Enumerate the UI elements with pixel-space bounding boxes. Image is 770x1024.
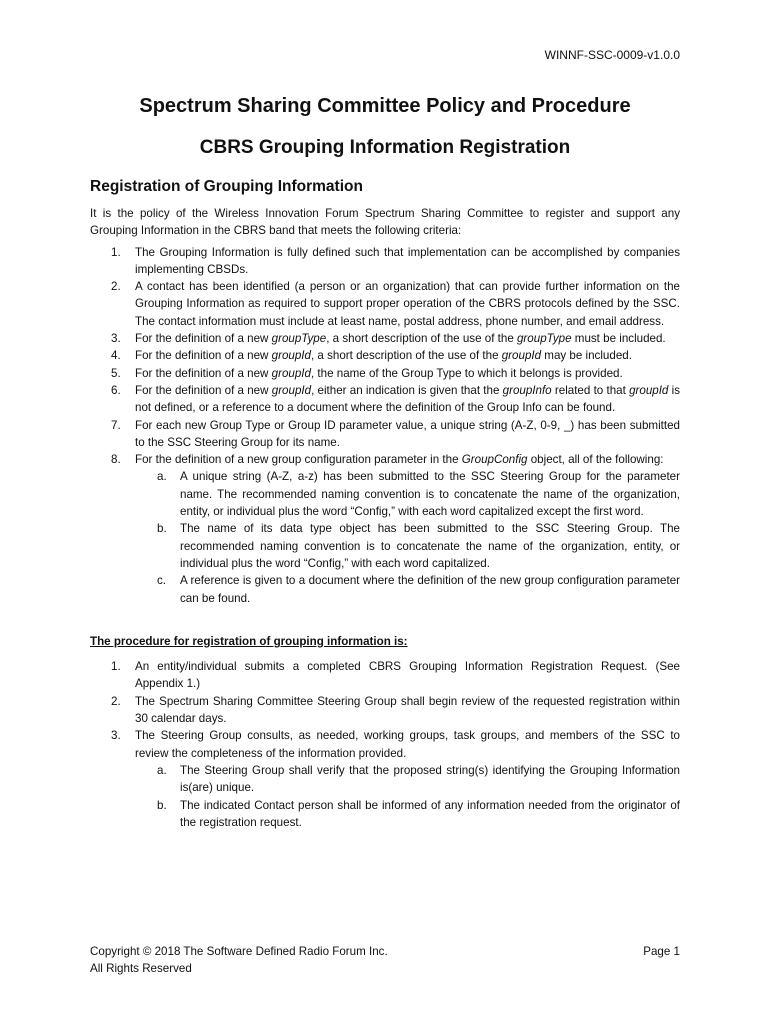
sub-step-letter: a. xyxy=(157,763,167,777)
procedure-step xyxy=(90,727,680,831)
item-text: , the name of the Group Type to which it belongs is provided. xyxy=(310,366,623,380)
item-text: For the definition of a new xyxy=(135,332,272,346)
criteria-item xyxy=(90,382,680,417)
criteria-item xyxy=(90,347,680,364)
procedure-list xyxy=(90,658,680,831)
item-text: must be included. xyxy=(571,332,666,346)
procedure-sub-step xyxy=(90,797,680,832)
sub-item-letter: c. xyxy=(157,574,167,588)
procedure-step xyxy=(90,693,680,728)
sub-item-text: The name of its data type object has been submitted to the SSC Steering Group. The recommended naming convention is to concatenate the name of the organization, entity, or individual plus the word “Config,” with each word capitalized. xyxy=(180,522,680,570)
item-number: 2. xyxy=(111,280,121,294)
item-number: 3. xyxy=(111,332,121,346)
footer-rights: All Rights Reserved xyxy=(90,962,192,976)
section-heading: Registration of Grouping Information xyxy=(90,178,363,195)
document-id: WINNF-SSC-0009-v1.0.0 xyxy=(544,48,680,62)
step-number: 2. xyxy=(111,694,121,708)
item-text: For the definition of a new group configuration parameter in the xyxy=(135,453,462,467)
item-text: A contact has been identified (a person or an organization) that can provide further information on the Grouping Information as required to support proper operation of the CBRS protocols defined by the SSC. The contact information must include at least name, postal address, phone number, and email address. xyxy=(135,280,680,328)
sub-item-text: A reference is given to a document where the definition of the new group configuration parameter can be found. xyxy=(180,574,680,605)
item-text: may be included. xyxy=(541,349,632,363)
sub-item-text: A unique string (A-Z, a-z) has been submitted to the SSC Steering Group for the parameter name. The recommended naming convention is to concatenate the name of the organization, entity, or individual plus the word “Config,” with each word capitalized except the first word. xyxy=(180,470,680,519)
item-number: 7. xyxy=(111,418,121,432)
sub-item-letter: b. xyxy=(157,522,167,536)
document-body xyxy=(90,177,680,831)
criteria-item xyxy=(90,417,680,452)
item-number: 6. xyxy=(111,383,121,397)
item-text: For the definition of a new xyxy=(135,349,272,363)
sub-step-text: The indicated Contact person shall be informed of any information needed from the originator of the registration request. xyxy=(180,798,680,829)
criteria-sub-item xyxy=(90,520,680,572)
page-number: Page 1 xyxy=(643,945,680,958)
item-text: , a short description of the use of the xyxy=(310,349,502,363)
procedure-sub-list xyxy=(135,762,680,831)
step-number: 3. xyxy=(111,729,121,743)
step-number: 1. xyxy=(111,660,121,674)
item-text: For the definition of a new xyxy=(135,383,272,397)
item-term: groupId xyxy=(271,349,311,363)
criteria-item xyxy=(90,278,680,330)
policy-intro: It is the policy of the Wireless Innovation Forum Spectrum Sharing Committee to register and support any Grouping Information in the CBRS band that meets the following criteria: xyxy=(90,207,680,238)
item-term: groupType xyxy=(516,332,572,346)
item-number: 4. xyxy=(111,349,121,363)
item-term: groupId xyxy=(501,349,542,363)
item-text: The Grouping Information is fully defined such that implementation can be accomplished by companies implementing CBSDs. xyxy=(135,245,680,276)
item-text: is not defined, or a reference to a document where the definition of the Group Info can be found. xyxy=(135,383,681,415)
document-subtitle: CBRS Grouping Information Registration xyxy=(199,137,571,158)
item-term: groupId xyxy=(271,383,312,397)
step-text: The Steering Group consults, as needed, working groups, task groups, and members of the SSC to review the completeness of the information provided. xyxy=(135,729,680,760)
criteria-list xyxy=(90,244,680,607)
footer-copyright: Copyright © 2018 The Software Defined Radio Forum Inc. xyxy=(90,945,388,958)
item-term: groupInfo xyxy=(502,383,552,397)
criteria-item xyxy=(90,244,680,279)
criteria-item xyxy=(90,330,680,347)
item-text: , either an indication is given that the xyxy=(311,383,503,397)
criteria-sub-item xyxy=(90,468,680,520)
item-number: 1. xyxy=(111,245,121,259)
document-title: Spectrum Sharing Committee Policy and Procedure xyxy=(139,95,631,117)
step-text: An entity/individual submits a completed CBRS Grouping Information Registration Request. (See Appendix 1.) xyxy=(135,660,680,691)
criteria-item xyxy=(90,365,680,382)
procedure-heading: The procedure for registration of grouping information is: xyxy=(90,634,408,648)
criteria-sub-list xyxy=(135,468,680,606)
procedure-sub-step xyxy=(90,762,680,797)
item-text: related to that xyxy=(551,383,630,397)
sub-step-letter: b. xyxy=(157,798,167,812)
criteria-item xyxy=(90,451,680,607)
item-term: GroupConfig xyxy=(461,453,528,467)
procedure-step xyxy=(90,658,680,693)
criteria-sub-item xyxy=(90,572,680,607)
item-text: For each new Group Type or Group ID parameter value, a unique string (A-Z, 0-9, _) has been submitted to the SSC Steering Group for its name. xyxy=(135,418,680,449)
item-text: For the definition of a new xyxy=(135,366,272,380)
footer-copyright-block xyxy=(90,943,388,978)
item-number: 8. xyxy=(111,453,121,467)
item-term: groupId xyxy=(629,383,669,397)
item-text: , a short description of the use of the xyxy=(326,332,517,346)
item-term: groupId xyxy=(271,366,311,380)
item-term: groupType xyxy=(271,332,327,346)
sub-step-text: The Steering Group shall verify that the proposed string(s) identifying the Grouping Information is(are) unique. xyxy=(180,763,680,795)
sub-item-letter: a. xyxy=(157,470,167,484)
item-text: object, all of the following: xyxy=(527,453,664,467)
step-text: The Spectrum Sharing Committee Steering Group shall begin review of the requested registration within 30 calendar days. xyxy=(135,694,680,726)
item-number: 5. xyxy=(111,366,121,380)
